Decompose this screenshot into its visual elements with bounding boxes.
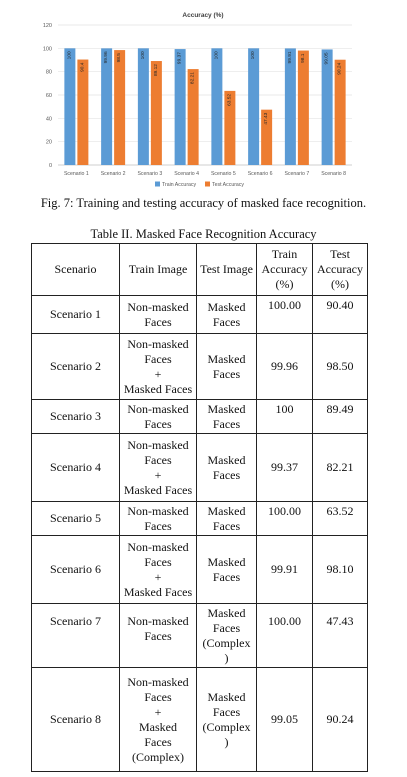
cell-test-accuracy: 63.52	[313, 502, 368, 536]
cell-test-accuracy: 47.43	[313, 604, 368, 668]
table-row	[32, 536, 368, 604]
header-train-image: Train Image	[120, 244, 197, 296]
cell-train-accuracy: 99.96	[257, 334, 313, 400]
bar	[298, 51, 309, 165]
y-tick-label: 40	[45, 116, 52, 123]
bar	[248, 48, 259, 165]
chart-title: Accuracy (%)	[182, 12, 224, 19]
cell-test-image: Masked Faces (Complex )	[197, 604, 257, 668]
x-tick-label: Scenario 1	[63, 171, 89, 177]
y-tick-label: 0	[48, 163, 52, 169]
data-label: 63.52	[227, 93, 233, 106]
header-scenario: Scenario	[32, 244, 120, 296]
cell-test-accuracy: 82.21	[313, 434, 368, 502]
cell-train-image: Non-masked Faces + Masked Faces	[120, 536, 197, 604]
cell-train-image: Non-masked Faces	[120, 502, 197, 536]
table-row	[32, 400, 368, 434]
cell-train-image: Non-masked Faces + Masked Faces	[120, 334, 197, 400]
table-row	[32, 502, 368, 536]
data-label: 47.43	[264, 112, 270, 125]
header-test-image: Test Image	[197, 244, 257, 296]
table-row	[32, 296, 368, 334]
data-label: 100	[214, 51, 220, 60]
data-label: 99.05	[324, 52, 330, 65]
cell-scenario: Scenario 2	[32, 334, 120, 400]
bar	[285, 48, 296, 165]
figure-caption: Fig. 7: Training and testing accuracy of masked face recognition.	[40, 196, 367, 210]
table-row	[32, 434, 368, 502]
cell-test-accuracy: 98.10	[313, 536, 368, 604]
table-caption: Table II. Masked Face Recognition Accuracy	[90, 227, 317, 241]
data-label: 100	[67, 51, 73, 60]
data-label: 90.24	[337, 62, 343, 75]
cell-train-accuracy: 100	[257, 400, 313, 434]
bar	[77, 60, 88, 165]
cell-train-accuracy: 100.00	[257, 296, 313, 334]
cell-test-image: Masked Faces	[197, 434, 257, 502]
cell-train-image: Non-masked Faces	[120, 296, 197, 334]
cell-test-accuracy: 90.40	[313, 296, 368, 334]
cell-train-accuracy: 99.05	[257, 668, 313, 772]
cell-test-image: Masked Faces (Complex )	[197, 668, 257, 772]
y-tick-label: 120	[42, 23, 52, 29]
cell-scenario: Scenario 3	[32, 400, 120, 434]
accuracy-table	[31, 243, 368, 772]
data-label: 99.91	[287, 51, 293, 64]
cell-train-accuracy: 100.00	[257, 502, 313, 536]
bar	[211, 48, 222, 165]
cell-train-accuracy: 99.91	[257, 536, 313, 604]
cell-test-image: Masked Faces	[197, 536, 257, 604]
bar	[64, 48, 75, 165]
cell-scenario: Scenario 6	[32, 536, 120, 604]
cell-train-accuracy: 100.00	[257, 604, 313, 668]
x-tick-label: Scenario 6	[247, 171, 273, 177]
table-row	[32, 604, 368, 668]
data-label: 90.4	[80, 62, 86, 72]
table-row	[32, 334, 368, 400]
legend-swatch	[155, 182, 160, 187]
header-train-accuracy: Train Accuracy (%)	[257, 244, 313, 296]
y-tick-label: 80	[45, 69, 52, 76]
data-label: 100	[140, 51, 146, 60]
table-header-row	[32, 244, 368, 296]
data-label: 98.1	[300, 53, 306, 63]
data-label: 89.12	[153, 64, 159, 77]
cell-train-image: Non-masked Faces	[120, 604, 197, 668]
x-tick-label: Scenario 4	[174, 171, 200, 177]
y-tick-label: 20	[45, 139, 52, 146]
data-label: 82.21	[190, 72, 196, 85]
cell-scenario: Scenario 7	[32, 604, 120, 668]
x-tick-label: Scenario 2	[100, 171, 126, 177]
bar	[114, 50, 125, 165]
accuracy-bar-chart	[0, 0, 407, 196]
x-tick-label: Scenario 5	[210, 171, 236, 177]
cell-test-image: Masked Faces	[197, 296, 257, 334]
bar	[101, 48, 112, 165]
cell-scenario: Scenario 1	[32, 296, 120, 334]
cell-train-accuracy: 99.37	[257, 434, 313, 502]
data-label: 99.96	[104, 51, 110, 64]
cell-train-image: Non-masked Faces + Masked Faces (Complex)	[120, 668, 197, 772]
table-row	[32, 668, 368, 772]
data-label: 99.37	[177, 52, 183, 65]
bar	[322, 49, 333, 165]
bar	[175, 49, 186, 165]
cell-scenario: Scenario 8	[32, 668, 120, 772]
cell-test-accuracy: 89.49	[313, 400, 368, 434]
data-label: 100	[251, 51, 257, 60]
legend-swatch	[205, 182, 210, 187]
bar	[138, 48, 149, 165]
legend-label: Train Accuracy	[162, 182, 197, 188]
cell-scenario: Scenario 4	[32, 434, 120, 502]
cell-test-image: Masked Faces	[197, 502, 257, 536]
cell-scenario: Scenario 5	[32, 502, 120, 536]
cell-test-accuracy: 90.24	[313, 668, 368, 772]
cell-test-image: Masked Faces	[197, 400, 257, 434]
x-tick-label: Scenario 3	[137, 171, 163, 177]
cell-train-image: Non-masked Faces	[120, 400, 197, 434]
y-tick-label: 60	[45, 93, 52, 99]
data-label: 98.5	[117, 53, 123, 63]
x-tick-label: Scenario 7	[284, 171, 310, 177]
cell-train-image: Non-masked Faces + Masked Faces	[120, 434, 197, 502]
x-tick-label: Scenario 8	[321, 171, 347, 177]
y-tick-label: 100	[42, 46, 52, 53]
header-test-accuracy: Test Accuracy (%)	[313, 244, 368, 296]
legend-label: Test Accuracy	[212, 182, 244, 188]
cell-test-image: Masked Faces	[197, 334, 257, 400]
cell-test-accuracy: 98.50	[313, 334, 368, 400]
